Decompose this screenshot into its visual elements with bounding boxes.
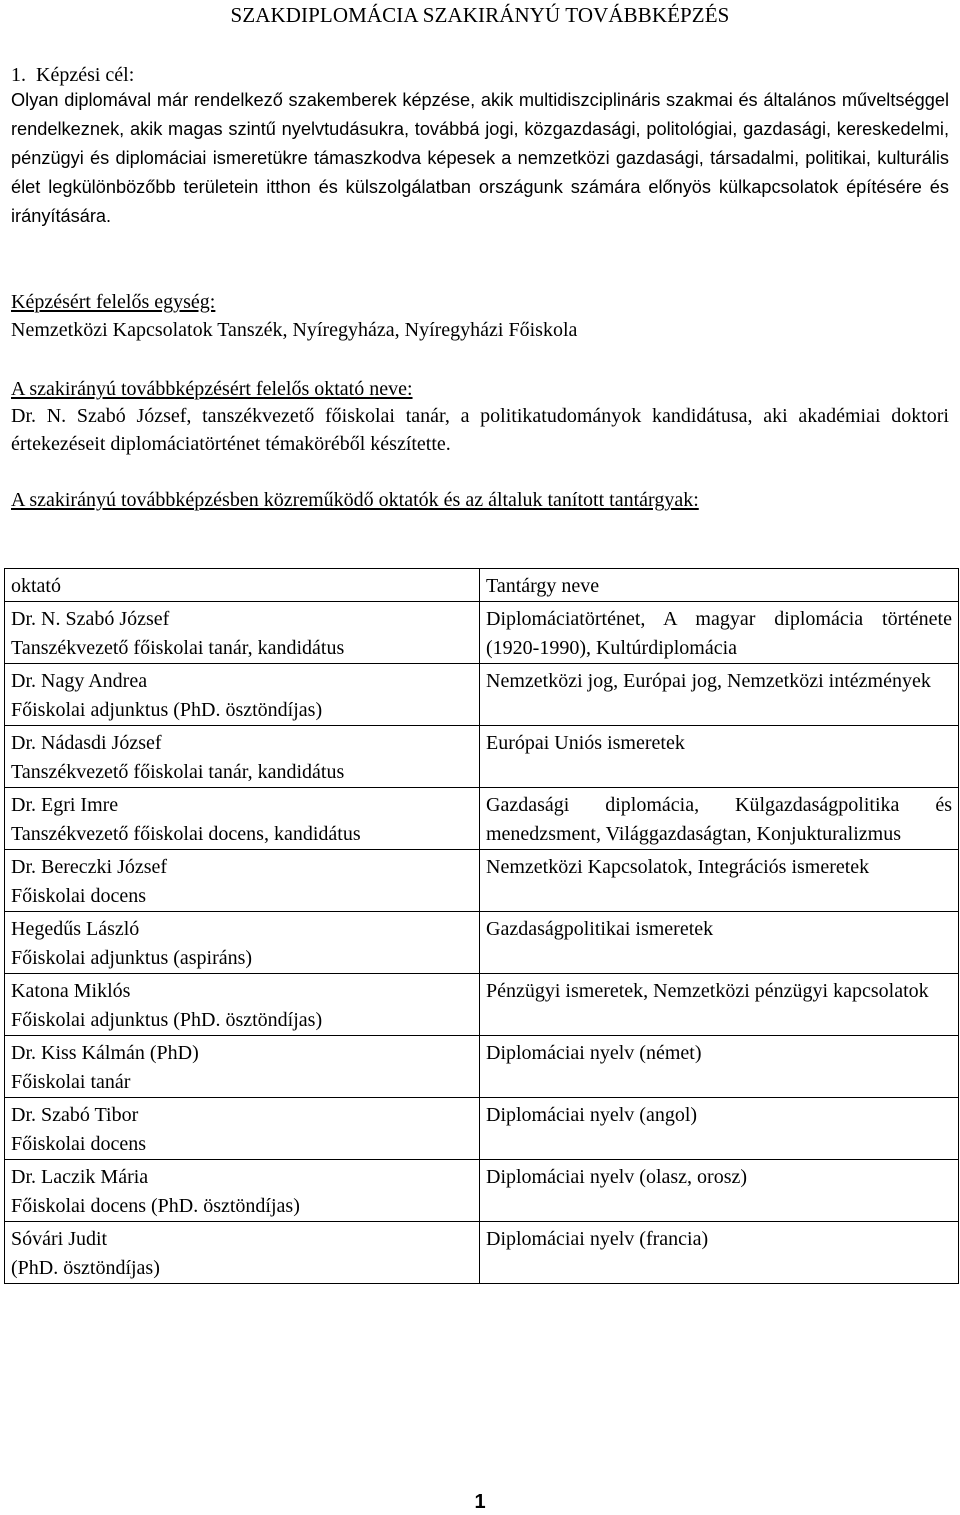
responsible-label: A szakirányú továbbképzésért felelős oktató neve: — [11, 378, 413, 400]
subject-cell: Gazdasági diplomácia, Külgazdaságpolitika és menedzsment, Világgazdaságtan, Konjukturalizmus — [480, 788, 959, 850]
subject-cell: Diplomáciai nyelv (angol) — [480, 1098, 959, 1160]
teacher-name: Dr. Szabó Tibor — [11, 1104, 139, 1126]
teacher-role: Főiskolai adjunktus (PhD. ösztöndíjas) — [11, 1009, 323, 1031]
table-row — [5, 1036, 959, 1098]
table-row — [5, 1160, 959, 1222]
subject-cell: Nemzetközi jog, Európai jog, Nemzetközi intézmények — [480, 664, 959, 726]
unit-label: Képzésért felelős egység: — [11, 291, 216, 313]
teacher-role: (PhD. ösztöndíjas) — [11, 1257, 160, 1279]
table-row — [5, 788, 959, 850]
teacher-cell — [5, 664, 480, 726]
responsible-value: Dr. N. Szabó József, tanszékvezető főiskolai tanár, a politikatudományok kandidátusa, aki akadémiai doktori értekezéseit diplomáciatörténet témaköréből készítette. — [11, 405, 949, 455]
teacher-name: Sóvári Judit — [11, 1228, 108, 1250]
teacher-name: Dr. Egri Imre — [11, 794, 119, 816]
table-row — [5, 1222, 959, 1284]
teacher-cell — [5, 602, 480, 664]
section-1-text: Olyan diplomával már rendelkező szakemberek képzése, akik multidiszciplináris szakmai és általános műveltséggel rendelkeznek, akik magas szintű nyelvtudásukra, továbbá jogi, közgazdasági, politológiai, gazdasági, kereskedelmi, pénzügyi és diplomáciai ismeretükre támaszkodva képesek a nemzetközi gazdasági, társadalmi, politikai, kulturális élet legkülönbözőbb területein itthon és külszolgálatban országunk számára előnyös külkapcsolatok építésére és irányítására. — [11, 90, 949, 226]
teacher-role: Főiskolai adjunktus (aspiráns) — [11, 947, 253, 969]
teacher-cell — [5, 1160, 480, 1222]
table-row — [5, 726, 959, 788]
section-1-heading — [11, 63, 134, 87]
teacher-name: Hegedűs László — [11, 918, 140, 940]
teacher-cell — [5, 1098, 480, 1160]
teacher-cell — [5, 850, 480, 912]
table-row — [5, 664, 959, 726]
subject-cell: Nemzetközi Kapcsolatok, Integrációs ismeretek — [480, 850, 959, 912]
teacher-name: Dr. Nádasdi József — [11, 732, 162, 754]
header-teacher: oktató — [5, 569, 480, 602]
teacher-cell — [5, 1222, 480, 1284]
table-row — [5, 974, 959, 1036]
teacher-name: Dr. Laczik Mária — [11, 1166, 149, 1188]
staff-table — [4, 568, 959, 1284]
subject-cell: Diplomáciatörténet, A magyar diplomácia története (1920-1990), Kultúrdiplomácia — [480, 602, 959, 664]
teacher-role: Főiskolai docens (PhD. ösztöndíjas) — [11, 1195, 300, 1217]
subject-cell: Európai Uniós ismeretek — [480, 726, 959, 788]
teacher-name: Katona Miklós — [11, 980, 131, 1002]
section-label: Képzési cél: — [36, 64, 135, 86]
subject-cell: Diplomáciai nyelv (olasz, orosz) — [480, 1160, 959, 1222]
teacher-name: Dr. Kiss Kálmán (PhD) — [11, 1042, 199, 1064]
subject-cell: Diplomáciai nyelv (francia) — [480, 1222, 959, 1284]
teacher-role: Főiskolai tanár — [11, 1071, 131, 1093]
subject-cell: Diplomáciai nyelv (német) — [480, 1036, 959, 1098]
staff-heading: A szakirányú továbbképzésben közreműködő oktatók és az általuk tanított tantárgyak: — [11, 489, 699, 511]
teacher-role: Tanszékvezető főiskolai docens, kandidátus — [11, 823, 361, 845]
header-subject: Tantárgy neve — [480, 569, 959, 602]
table-row — [5, 850, 959, 912]
teacher-role: Főiskolai docens — [11, 885, 146, 907]
teacher-cell — [5, 788, 480, 850]
teacher-cell — [5, 974, 480, 1036]
page-number: 1 — [474, 1491, 486, 1513]
section-number: 1. — [11, 64, 26, 86]
subject-cell: Pénzügyi ismeretek, Nemzetközi pénzügyi kapcsolatok — [480, 974, 959, 1036]
table-row — [5, 602, 959, 664]
teacher-cell — [5, 912, 480, 974]
document-title: SZAKDIPLOMÁCIA SZAKIRÁNYÚ TOVÁBBKÉPZÉS — [230, 3, 730, 27]
unit-value: Nemzetközi Kapcsolatok Tanszék, Nyíregyháza, Nyíregyházi Főiskola — [11, 319, 578, 341]
teacher-role: Főiskolai docens — [11, 1133, 146, 1155]
subject-cell: Gazdaságpolitikai ismeretek — [480, 912, 959, 974]
teacher-cell — [5, 726, 480, 788]
teacher-name: Dr. N. Szabó József — [11, 608, 170, 630]
teacher-name: Dr. Nagy Andrea — [11, 670, 148, 692]
teacher-cell — [5, 1036, 480, 1098]
teacher-role: Tanszékvezető főiskolai tanár, kandidátus — [11, 761, 345, 783]
table-header-row — [5, 569, 959, 602]
teacher-role: Főiskolai adjunktus (PhD. ösztöndíjas) — [11, 699, 323, 721]
teacher-role: Tanszékvezető főiskolai tanár, kandidátus — [11, 637, 345, 659]
table-row — [5, 1098, 959, 1160]
table-row — [5, 912, 959, 974]
teacher-name: Dr. Bereczki József — [11, 856, 168, 878]
